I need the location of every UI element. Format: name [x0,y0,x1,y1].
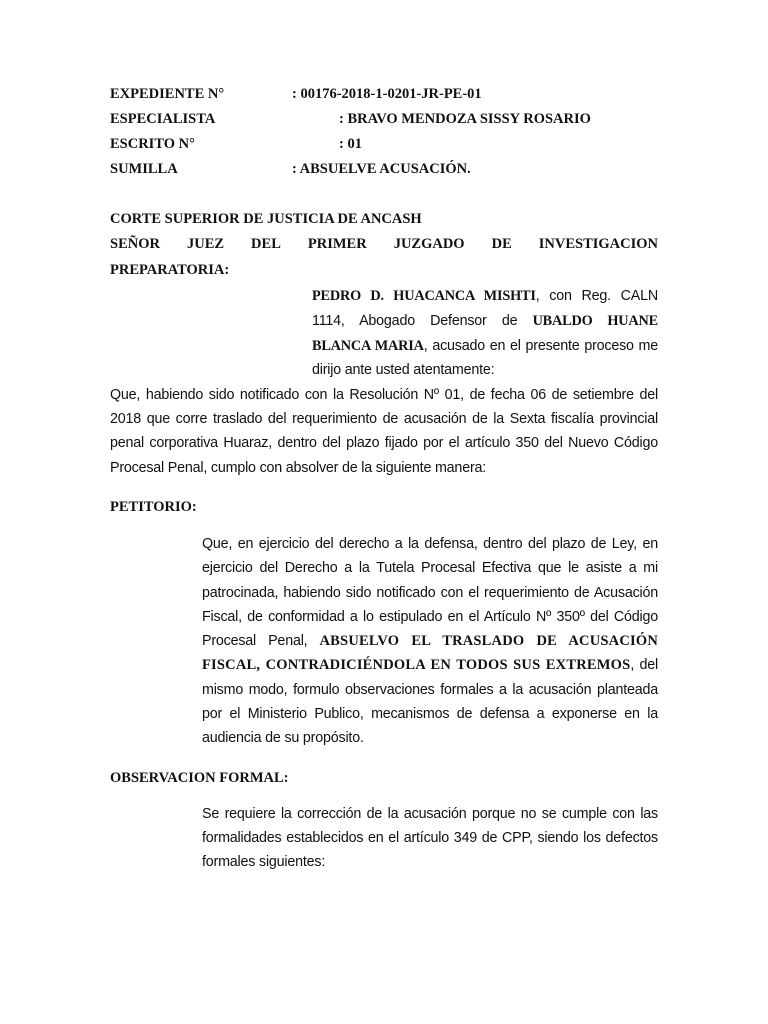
petitorio-text-1: Que, en ejercicio del derecho a la defensa, dentro del plazo de Ley, en ejercicio del Derecho a la Tutela Procesal Efectiva que le asiste a mi patrocinada, habiendo sido notificado con el requerimiento de Acusación Fiscal, de conformidad a lo estipulado en el Artículo Nº 350º del Código Procesal Penal, [202,536,658,650]
escrito-label: ESCRITO N° [110,136,195,152]
judge-word: JUEZ [186,236,225,252]
judge-word: JUZGADO [393,236,465,252]
escrito-value: : 01 [339,136,362,152]
judge-line [110,236,658,253]
especialista-label: ESPECIALISTA [110,111,216,127]
intro-text-2: , acusado en el presente proceso me dirijo ante usted atentamente: [312,337,659,379]
sumilla-label: SUMILLA [110,161,178,177]
client-name: UBALDO HUANE BLANCA MARIA [312,312,658,354]
petitorio-text-2: , del mismo modo, formulo observaciones formales a la acusación planteada por el Ministerio Publico, mecanismos de defensa a exponerse en la audiencia de su propósito. [202,657,658,747]
judge-word: DEL [251,236,281,252]
judge-line-2: PREPARATORIA: [110,262,230,278]
observacion-heading: OBSERVACION FORMAL: [110,770,289,786]
petitorio-heading: PETITORIO: [110,499,197,515]
judge-word: INVESTIGACION [538,236,658,252]
expediente-value: : 00176-2018-1-0201-JR-PE-01 [292,86,482,102]
sumilla-value: : ABSUELVE ACUSACIÓN. [292,161,471,177]
petitorio-bold: ABSUELVO EL TRASLADO DE ACUSACIÓN FISCAL, CONTRADICIÉNDOLA EN TODOS SUS EXTREMOS [202,633,658,674]
intro-text-1: , con Reg. CALN 1114, Abogado Defensor de [312,288,658,329]
observacion-paragraph: Se requiere la corrección de la acusación porque no se cumple con las formalidades establecidos en el artículo 349 de CPP, siendo los defectos formales siguientes: [202,806,658,871]
petitorio-paragraph [202,532,658,751]
judge-word: PRIMER [307,236,367,252]
judge-word: DE [491,236,512,252]
opening-paragraph: Que, habiendo sido notificado con la Resolución Nº 01, de fecha 06 de setiembre del 2018 que corre traslado del requerimiento de acusación de la Sexta fiscalía provincial penal corporativa Huaraz, dentro del plazo fijado por el artículo 350 del Nuevo Código Procesal Penal, cumplo con absolver de la siguiente manera: [110,387,658,476]
especialista-value: : BRAVO MENDOZA SISSY ROSARIO [339,111,591,127]
judge-word: SEÑOR [110,236,160,252]
lawyer-name: PEDRO D. HUACANCA MISHTI [312,288,536,304]
intro-paragraph [312,284,658,383]
court-name: CORTE SUPERIOR DE JUSTICIA DE ANCASH [110,211,422,227]
expediente-label: EXPEDIENTE N° [110,86,225,102]
